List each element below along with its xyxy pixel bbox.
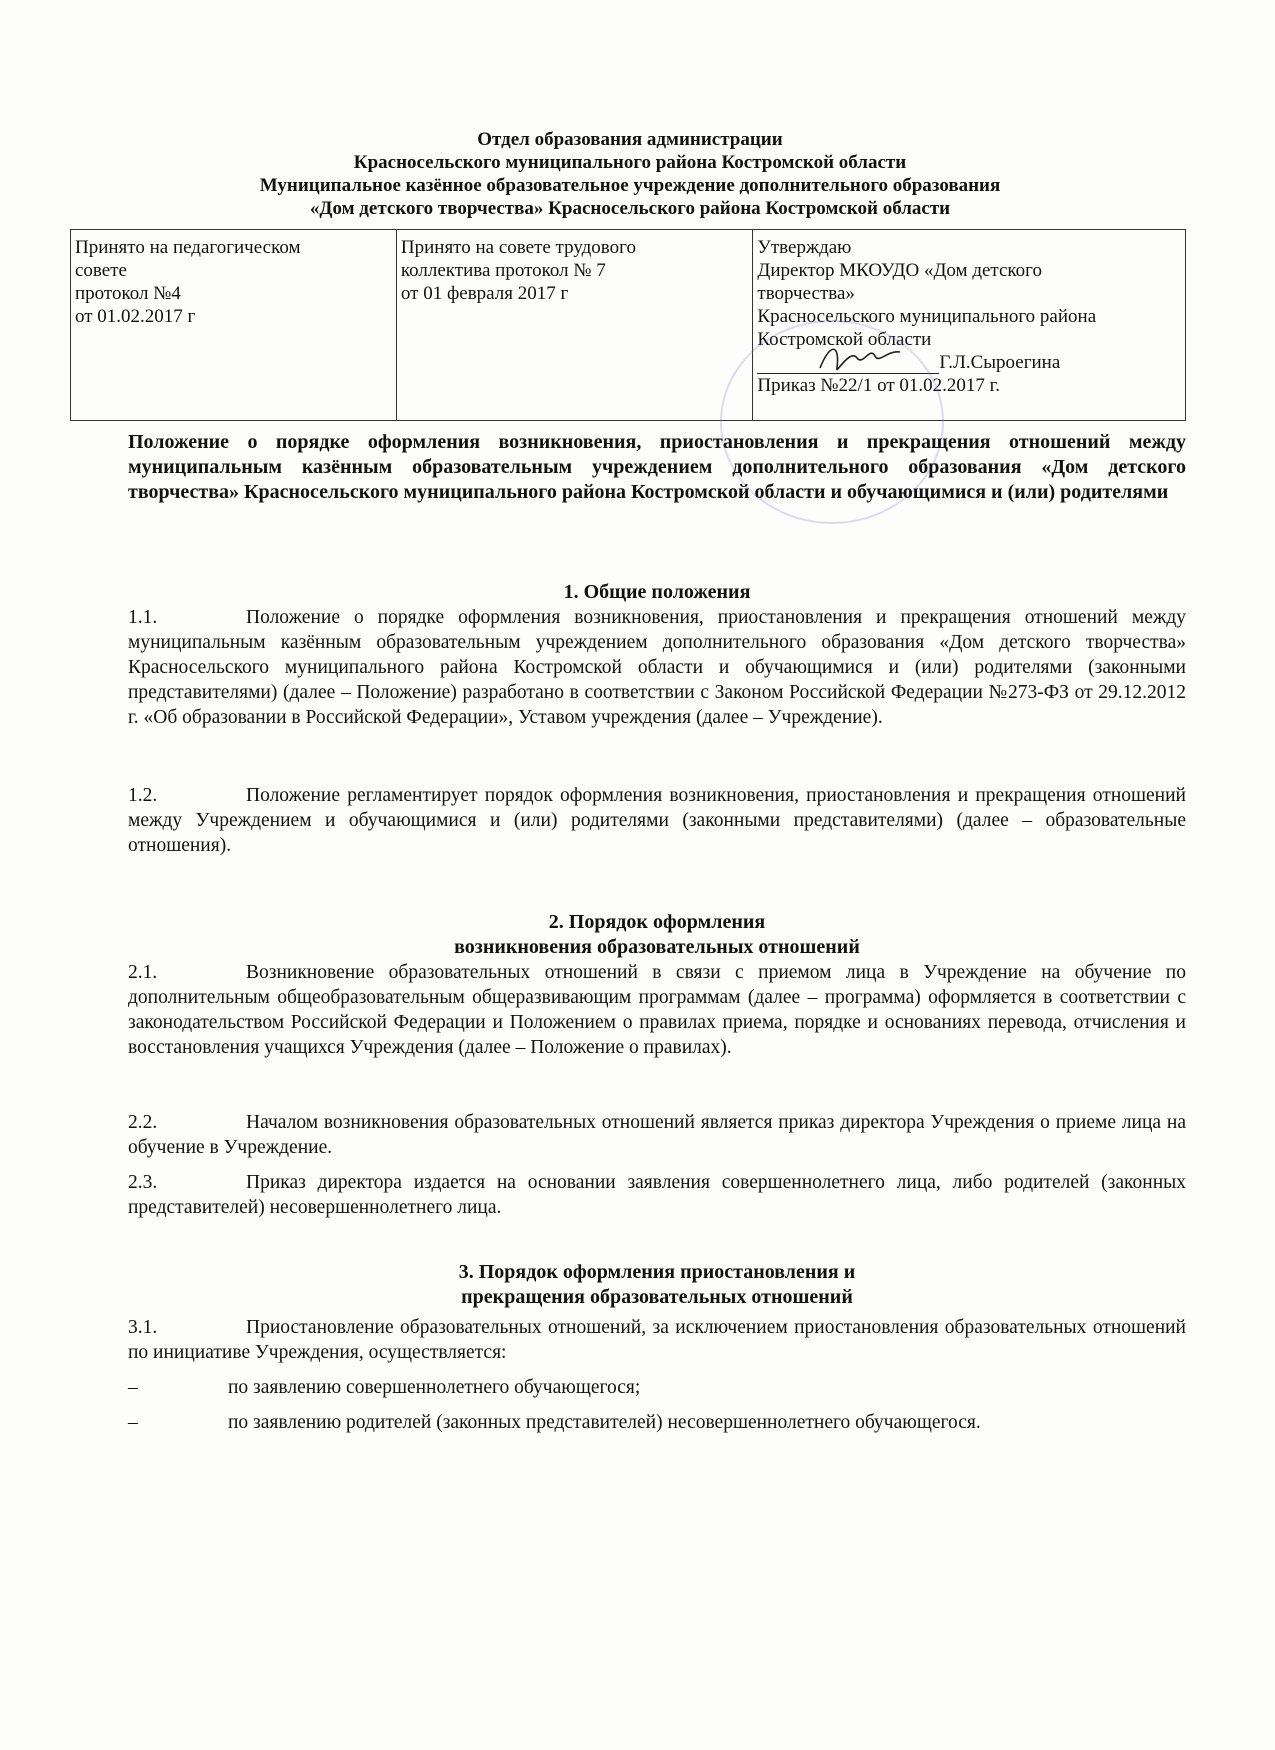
document-header xyxy=(70,128,1190,220)
section-2-title xyxy=(128,910,1186,960)
labor-council-protocol: коллектива протокол № 7 xyxy=(400,260,606,281)
paragraph-number: 2.3. xyxy=(128,1172,158,1193)
section-3-title xyxy=(128,1260,1186,1310)
labor-council-line-1: Принято на совете трудового xyxy=(400,237,636,258)
paragraph-text: Положение регламентирует порядок оформления возникновения, приостановления и прекращения отношений между Учреждением и обучающимися и (или) родителями (законными представителями) (далее – образовательные отношения). xyxy=(128,785,1186,856)
paragraph-2-3 xyxy=(128,1170,1186,1220)
paragraph-number: 2.2. xyxy=(128,1112,158,1133)
bullet-item-2 xyxy=(128,1410,1186,1435)
paragraph-text: Началом возникновения образовательных отношений является приказ директора Учреждения о приеме лица на обучение в Учреждение. xyxy=(128,1112,1186,1158)
labor-council-date: от 01 февраля 2017 г xyxy=(400,283,569,304)
paragraph-text: Приказ директора издается на основании заявления совершеннолетнего лица, либо родителей (законных представителей) несовершеннолетнего лица. xyxy=(128,1172,1186,1218)
signer-name: Г.Л.Сыроегина xyxy=(939,352,1061,373)
bullet-text: по заявлению совершеннолетнего обучающегося; xyxy=(228,1377,641,1398)
header-line-1: Отдел образования администрации xyxy=(477,129,783,150)
order-reference: Приказ №22/1 от 01.02.2017 г. xyxy=(757,375,1001,396)
paragraph-2-2 xyxy=(128,1110,1186,1160)
header-line-4: «Дом детского творчества» Красносельского района Костромской области xyxy=(309,198,951,219)
paragraph-number: 1.1. xyxy=(128,607,158,628)
director-title: Директор МКОУДО «Дом детского xyxy=(757,260,1042,281)
region-name: Костромской области xyxy=(757,329,932,350)
paragraph-3-1 xyxy=(128,1315,1186,1365)
section-1-title: 1. Общие положения xyxy=(563,581,751,603)
handwritten-signature xyxy=(815,338,905,378)
paragraph-number: 1.2. xyxy=(128,785,158,806)
header-line-3: Муниципальное казённое образовательное учреждение дополнительного образования xyxy=(259,175,1001,196)
pedagogical-council-line-1: Принято на педагогическом xyxy=(75,237,301,258)
section-2-title-line-2: возникновения образовательных отношений xyxy=(454,936,860,958)
approval-word: Утверждаю xyxy=(757,237,852,258)
section-2-title-line-1: 2. Порядок оформления xyxy=(548,911,766,933)
paragraph-2-1 xyxy=(128,960,1186,1060)
director-title-cont: творчества» xyxy=(757,283,855,304)
bullet-text: по заявлению родителей (законных представителей) несовершеннолетнего обучающегося. xyxy=(228,1412,981,1433)
bullet-dash: – xyxy=(128,1412,138,1433)
paragraph-1-2 xyxy=(128,783,1186,858)
district-name: Красносельского муниципального района xyxy=(757,306,1097,327)
paragraph-text: Возникновение образовательных отношений в связи с приемом лица в Учреждение на обучение по дополнительным общеобразовательным общеразвивающим программам (далее – программа) оформляется в соответствии с законодательством Российской Федерации и Положением о правилах приема, порядке и основаниях перевода, отчисления и восстановления учащихся Учреждения (далее – Положение о правилах). xyxy=(128,962,1186,1058)
labor-council-cell xyxy=(396,230,753,421)
pedagogical-council-protocol: протокол №4 xyxy=(75,283,181,304)
paragraph-text: Положение о порядке оформления возникновения, приостановления и прекращения отношений между муниципальным казённым образовательным учреждением дополнительного образования «Дом детского творчества» Красносельского муниципального района Костромской области и обучающимися и (или) родителями (законными представителями) (далее – Положение) разработано в соответствии с Законом Российской Федерации №273-ФЗ от 29.12.2012 г. «Об образовании в Российской Федерации», Уставом учреждения (далее – Учреждение). xyxy=(128,607,1186,728)
pedagogical-council-cell xyxy=(71,230,397,421)
paragraph-number: 2.1. xyxy=(128,962,158,983)
paragraph-text: Приостановление образовательных отношений, за исключением приостановления образовательных отношений по инициативе Учреждения, осуществляется: xyxy=(128,1317,1186,1363)
paragraph-1-1 xyxy=(128,605,1186,730)
paragraph-number: 3.1. xyxy=(128,1317,158,1338)
bullet-dash: – xyxy=(128,1377,138,1398)
section-3-title-line-1: 3. Порядок оформления приостановления и xyxy=(458,1261,856,1283)
pedagogical-council-line-2: совете xyxy=(75,260,127,281)
header-line-2: Красносельского муниципального района Костромской области xyxy=(353,152,907,173)
bullet-item-1 xyxy=(128,1375,1186,1400)
pedagogical-council-date: от 01.02.2017 г xyxy=(75,306,196,327)
document-title: Положение о порядке оформления возникновения, приостановления и прекращения отношений между муниципальным казённым образовательным учреждением дополнительного образования «Дом детского творчества» Красносельского муниципального района Костромской области и обучающимися и (или) родителями xyxy=(128,431,1186,503)
section-3-title-line-2: прекращения образовательных отношений xyxy=(461,1286,853,1308)
approval-table xyxy=(70,229,1186,421)
